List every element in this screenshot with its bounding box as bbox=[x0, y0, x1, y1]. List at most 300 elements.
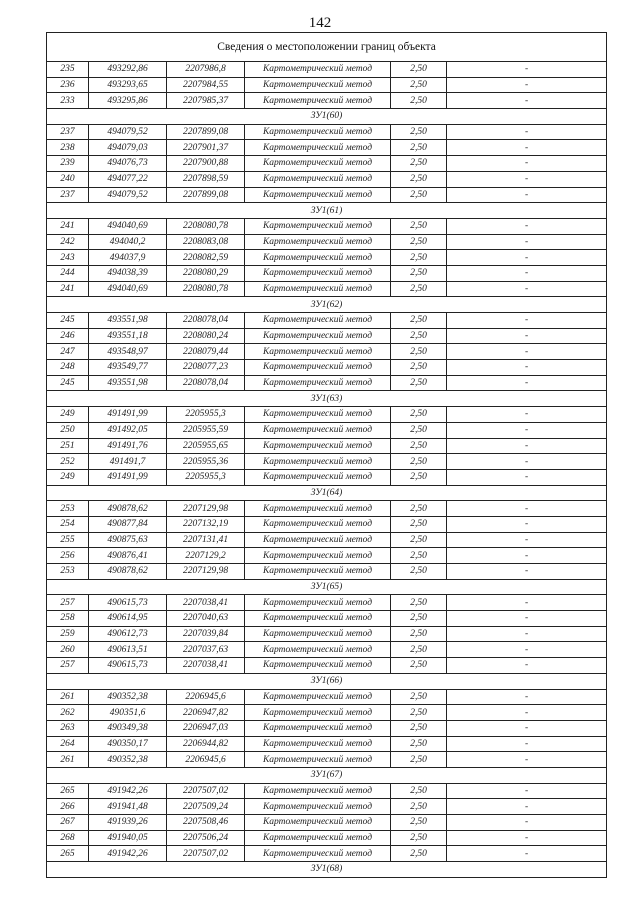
method-cell: Картометрический метод bbox=[245, 124, 391, 140]
y-coordinate-cell: 2205955,36 bbox=[167, 454, 245, 470]
y-coordinate-cell: 2208080,29 bbox=[167, 265, 245, 281]
accuracy-cell: 2,50 bbox=[391, 846, 447, 862]
y-coordinate-cell: 2208077,23 bbox=[167, 360, 245, 376]
note-cell: - bbox=[447, 830, 607, 846]
method-cell: Картометрический метод bbox=[245, 501, 391, 517]
point-number-cell: 261 bbox=[47, 689, 89, 705]
x-coordinate-cell: 493549,77 bbox=[89, 360, 167, 376]
x-coordinate-cell: 490350,17 bbox=[89, 736, 167, 752]
method-cell: Картометрический метод bbox=[245, 846, 391, 862]
accuracy-cell: 2,50 bbox=[391, 438, 447, 454]
point-number-cell: 233 bbox=[47, 93, 89, 109]
table-row bbox=[47, 171, 607, 187]
group-row bbox=[47, 579, 607, 595]
accuracy-cell: 2,50 bbox=[391, 187, 447, 203]
point-number-cell: 266 bbox=[47, 799, 89, 815]
table-row bbox=[47, 720, 607, 736]
x-coordinate-cell: 490877,84 bbox=[89, 516, 167, 532]
method-cell: Картометрический метод bbox=[245, 658, 391, 674]
accuracy-cell: 2,50 bbox=[391, 62, 447, 78]
accuracy-cell: 2,50 bbox=[391, 532, 447, 548]
table-row bbox=[47, 595, 607, 611]
table-row bbox=[47, 140, 607, 156]
method-cell: Картометрический метод bbox=[245, 595, 391, 611]
x-coordinate-cell: 493293,65 bbox=[89, 77, 167, 93]
method-cell: Картометрический метод bbox=[245, 313, 391, 329]
group-label: ЗУ1(64) bbox=[47, 485, 607, 501]
table-row bbox=[47, 360, 607, 376]
note-cell: - bbox=[447, 689, 607, 705]
accuracy-cell: 2,50 bbox=[391, 328, 447, 344]
group-row bbox=[47, 109, 607, 125]
method-cell: Картометрический метод bbox=[245, 564, 391, 580]
point-number-cell: 249 bbox=[47, 469, 89, 485]
table-row bbox=[47, 281, 607, 297]
y-coordinate-cell: 2208078,04 bbox=[167, 375, 245, 391]
accuracy-cell: 2,50 bbox=[391, 564, 447, 580]
accuracy-cell: 2,50 bbox=[391, 156, 447, 172]
x-coordinate-cell: 490615,73 bbox=[89, 595, 167, 611]
y-coordinate-cell: 2208079,44 bbox=[167, 344, 245, 360]
y-coordinate-cell: 2207038,41 bbox=[167, 595, 245, 611]
table-row bbox=[47, 407, 607, 423]
accuracy-cell: 2,50 bbox=[391, 611, 447, 627]
method-cell: Картометрический метод bbox=[245, 360, 391, 376]
x-coordinate-cell: 494079,52 bbox=[89, 124, 167, 140]
method-cell: Картометрический метод bbox=[245, 375, 391, 391]
x-coordinate-cell: 491491,99 bbox=[89, 469, 167, 485]
table-row bbox=[47, 564, 607, 580]
method-cell: Картометрический метод bbox=[245, 422, 391, 438]
note-cell: - bbox=[447, 595, 607, 611]
accuracy-cell: 2,50 bbox=[391, 720, 447, 736]
accuracy-cell: 2,50 bbox=[391, 705, 447, 721]
note-cell: - bbox=[447, 124, 607, 140]
note-cell: - bbox=[447, 815, 607, 831]
table-row bbox=[47, 705, 607, 721]
table-row bbox=[47, 422, 607, 438]
x-coordinate-cell: 494037,9 bbox=[89, 250, 167, 266]
accuracy-cell: 2,50 bbox=[391, 815, 447, 831]
table-row bbox=[47, 752, 607, 768]
x-coordinate-cell: 491942,26 bbox=[89, 783, 167, 799]
group-row bbox=[47, 203, 607, 219]
method-cell: Картометрический метод bbox=[245, 171, 391, 187]
point-number-cell: 255 bbox=[47, 532, 89, 548]
method-cell: Картометрический метод bbox=[245, 93, 391, 109]
y-coordinate-cell: 2205955,59 bbox=[167, 422, 245, 438]
table-row bbox=[47, 62, 607, 78]
group-label: ЗУ1(63) bbox=[47, 391, 607, 407]
note-cell: - bbox=[447, 250, 607, 266]
x-coordinate-cell: 491491,7 bbox=[89, 454, 167, 470]
y-coordinate-cell: 2206945,6 bbox=[167, 752, 245, 768]
method-cell: Картометрический метод bbox=[245, 77, 391, 93]
note-cell: - bbox=[447, 328, 607, 344]
accuracy-cell: 2,50 bbox=[391, 689, 447, 705]
point-number-cell: 245 bbox=[47, 375, 89, 391]
point-number-cell: 243 bbox=[47, 250, 89, 266]
x-coordinate-cell: 490613,51 bbox=[89, 642, 167, 658]
y-coordinate-cell: 2207037,63 bbox=[167, 642, 245, 658]
point-number-cell: 265 bbox=[47, 846, 89, 862]
table-header-row bbox=[47, 33, 607, 62]
table-row bbox=[47, 187, 607, 203]
y-coordinate-cell: 2207984,55 bbox=[167, 77, 245, 93]
y-coordinate-cell: 2206947,03 bbox=[167, 720, 245, 736]
point-number-cell: 253 bbox=[47, 564, 89, 580]
note-cell: - bbox=[447, 313, 607, 329]
group-label: ЗУ1(62) bbox=[47, 297, 607, 313]
table-row bbox=[47, 77, 607, 93]
table-row bbox=[47, 799, 607, 815]
point-number-cell: 249 bbox=[47, 407, 89, 423]
method-cell: Картометрический метод bbox=[245, 626, 391, 642]
point-number-cell: 257 bbox=[47, 658, 89, 674]
point-number-cell: 262 bbox=[47, 705, 89, 721]
method-cell: Картометрический метод bbox=[245, 611, 391, 627]
accuracy-cell: 2,50 bbox=[391, 516, 447, 532]
note-cell: - bbox=[447, 752, 607, 768]
accuracy-cell: 2,50 bbox=[391, 281, 447, 297]
point-number-cell: 247 bbox=[47, 344, 89, 360]
point-number-cell: 252 bbox=[47, 454, 89, 470]
note-cell: - bbox=[447, 548, 607, 564]
method-cell: Картометрический метод bbox=[245, 783, 391, 799]
note-cell: - bbox=[447, 360, 607, 376]
x-coordinate-cell: 494040,69 bbox=[89, 281, 167, 297]
table-row bbox=[47, 611, 607, 627]
y-coordinate-cell: 2207039,84 bbox=[167, 626, 245, 642]
method-cell: Картометрический метод bbox=[245, 642, 391, 658]
page-number: 142 bbox=[308, 15, 332, 31]
x-coordinate-cell: 491491,76 bbox=[89, 438, 167, 454]
point-number-cell: 241 bbox=[47, 281, 89, 297]
point-number-cell: 246 bbox=[47, 328, 89, 344]
boundary-table bbox=[46, 32, 607, 878]
accuracy-cell: 2,50 bbox=[391, 548, 447, 564]
y-coordinate-cell: 2207038,41 bbox=[167, 658, 245, 674]
group-row bbox=[47, 862, 607, 878]
y-coordinate-cell: 2207129,98 bbox=[167, 564, 245, 580]
note-cell: - bbox=[447, 187, 607, 203]
accuracy-cell: 2,50 bbox=[391, 658, 447, 674]
method-cell: Картометрический метод bbox=[245, 218, 391, 234]
table-row bbox=[47, 344, 607, 360]
x-coordinate-cell: 494040,2 bbox=[89, 234, 167, 250]
group-row bbox=[47, 391, 607, 407]
note-cell: - bbox=[447, 375, 607, 391]
x-coordinate-cell: 494040,69 bbox=[89, 218, 167, 234]
point-number-cell: 237 bbox=[47, 124, 89, 140]
x-coordinate-cell: 491940,05 bbox=[89, 830, 167, 846]
x-coordinate-cell: 493295,86 bbox=[89, 93, 167, 109]
table-row bbox=[47, 532, 607, 548]
point-number-cell: 239 bbox=[47, 156, 89, 172]
accuracy-cell: 2,50 bbox=[391, 736, 447, 752]
note-cell: - bbox=[447, 93, 607, 109]
method-cell: Картометрический метод bbox=[245, 752, 391, 768]
y-coordinate-cell: 2207900,88 bbox=[167, 156, 245, 172]
point-number-cell: 250 bbox=[47, 422, 89, 438]
point-number-cell: 256 bbox=[47, 548, 89, 564]
y-coordinate-cell: 2206944,82 bbox=[167, 736, 245, 752]
x-coordinate-cell: 491942,26 bbox=[89, 846, 167, 862]
group-label: ЗУ1(68) bbox=[47, 862, 607, 878]
note-cell: - bbox=[447, 516, 607, 532]
note-cell: - bbox=[447, 438, 607, 454]
method-cell: Картометрический метод bbox=[245, 140, 391, 156]
table-row bbox=[47, 250, 607, 266]
x-coordinate-cell: 494077,22 bbox=[89, 171, 167, 187]
method-cell: Картометрический метод bbox=[245, 234, 391, 250]
y-coordinate-cell: 2207901,37 bbox=[167, 140, 245, 156]
method-cell: Картометрический метод bbox=[245, 720, 391, 736]
y-coordinate-cell: 2205955,3 bbox=[167, 407, 245, 423]
table-row bbox=[47, 815, 607, 831]
boundary-table-container bbox=[46, 32, 606, 878]
note-cell: - bbox=[447, 265, 607, 281]
x-coordinate-cell: 494079,03 bbox=[89, 140, 167, 156]
x-coordinate-cell: 490349,38 bbox=[89, 720, 167, 736]
x-coordinate-cell: 493551,98 bbox=[89, 375, 167, 391]
group-label: ЗУ1(61) bbox=[47, 203, 607, 219]
accuracy-cell: 2,50 bbox=[391, 124, 447, 140]
x-coordinate-cell: 494076,73 bbox=[89, 156, 167, 172]
point-number-cell: 254 bbox=[47, 516, 89, 532]
accuracy-cell: 2,50 bbox=[391, 501, 447, 517]
method-cell: Картометрический метод bbox=[245, 799, 391, 815]
table-row bbox=[47, 438, 607, 454]
note-cell: - bbox=[447, 156, 607, 172]
note-cell: - bbox=[447, 799, 607, 815]
y-coordinate-cell: 2207129,98 bbox=[167, 501, 245, 517]
note-cell: - bbox=[447, 705, 607, 721]
point-number-cell: 240 bbox=[47, 171, 89, 187]
table-row bbox=[47, 313, 607, 329]
point-number-cell: 248 bbox=[47, 360, 89, 376]
y-coordinate-cell: 2207507,02 bbox=[167, 783, 245, 799]
point-number-cell: 259 bbox=[47, 626, 89, 642]
x-coordinate-cell: 490351,6 bbox=[89, 705, 167, 721]
accuracy-cell: 2,50 bbox=[391, 250, 447, 266]
group-label: ЗУ1(66) bbox=[47, 673, 607, 689]
accuracy-cell: 2,50 bbox=[391, 626, 447, 642]
table-row bbox=[47, 124, 607, 140]
note-cell: - bbox=[447, 736, 607, 752]
accuracy-cell: 2,50 bbox=[391, 234, 447, 250]
note-cell: - bbox=[447, 234, 607, 250]
table-row bbox=[47, 642, 607, 658]
x-coordinate-cell: 491492,05 bbox=[89, 422, 167, 438]
point-number-cell: 245 bbox=[47, 313, 89, 329]
point-number-cell: 237 bbox=[47, 187, 89, 203]
y-coordinate-cell: 2207129,2 bbox=[167, 548, 245, 564]
y-coordinate-cell: 2207985,37 bbox=[167, 93, 245, 109]
x-coordinate-cell: 490615,73 bbox=[89, 658, 167, 674]
table-title: Сведения о местоположении границ объекта bbox=[47, 33, 607, 62]
group-label: ЗУ1(65) bbox=[47, 579, 607, 595]
table-body bbox=[47, 33, 607, 878]
note-cell: - bbox=[447, 62, 607, 78]
y-coordinate-cell: 2207986,8 bbox=[167, 62, 245, 78]
note-cell: - bbox=[447, 532, 607, 548]
table-row bbox=[47, 375, 607, 391]
x-coordinate-cell: 490878,62 bbox=[89, 501, 167, 517]
method-cell: Картометрический метод bbox=[245, 736, 391, 752]
accuracy-cell: 2,50 bbox=[391, 360, 447, 376]
method-cell: Картометрический метод bbox=[245, 344, 391, 360]
table-row bbox=[47, 846, 607, 862]
note-cell: - bbox=[447, 281, 607, 297]
note-cell: - bbox=[447, 846, 607, 862]
note-cell: - bbox=[447, 218, 607, 234]
accuracy-cell: 2,50 bbox=[391, 375, 447, 391]
y-coordinate-cell: 2207131,41 bbox=[167, 532, 245, 548]
method-cell: Картометрический метод bbox=[245, 689, 391, 705]
method-cell: Картометрический метод bbox=[245, 281, 391, 297]
method-cell: Картометрический метод bbox=[245, 328, 391, 344]
y-coordinate-cell: 2208082,59 bbox=[167, 250, 245, 266]
accuracy-cell: 2,50 bbox=[391, 344, 447, 360]
method-cell: Картометрический метод bbox=[245, 62, 391, 78]
x-coordinate-cell: 490352,38 bbox=[89, 689, 167, 705]
x-coordinate-cell: 490878,62 bbox=[89, 564, 167, 580]
method-cell: Картометрический метод bbox=[245, 532, 391, 548]
note-cell: - bbox=[447, 454, 607, 470]
y-coordinate-cell: 2207899,08 bbox=[167, 187, 245, 203]
note-cell: - bbox=[447, 344, 607, 360]
point-number-cell: 268 bbox=[47, 830, 89, 846]
method-cell: Картометрический метод bbox=[245, 156, 391, 172]
note-cell: - bbox=[447, 422, 607, 438]
point-number-cell: 241 bbox=[47, 218, 89, 234]
group-row bbox=[47, 767, 607, 783]
point-number-cell: 242 bbox=[47, 234, 89, 250]
x-coordinate-cell: 491939,26 bbox=[89, 815, 167, 831]
point-number-cell: 235 bbox=[47, 62, 89, 78]
x-coordinate-cell: 493292,86 bbox=[89, 62, 167, 78]
x-coordinate-cell: 493551,18 bbox=[89, 328, 167, 344]
table-row bbox=[47, 626, 607, 642]
note-cell: - bbox=[447, 140, 607, 156]
y-coordinate-cell: 2207898,59 bbox=[167, 171, 245, 187]
x-coordinate-cell: 490352,38 bbox=[89, 752, 167, 768]
y-coordinate-cell: 2205955,65 bbox=[167, 438, 245, 454]
note-cell: - bbox=[447, 658, 607, 674]
y-coordinate-cell: 2208078,04 bbox=[167, 313, 245, 329]
y-coordinate-cell: 2206947,82 bbox=[167, 705, 245, 721]
table-row bbox=[47, 265, 607, 281]
point-number-cell: 238 bbox=[47, 140, 89, 156]
point-number-cell: 257 bbox=[47, 595, 89, 611]
method-cell: Картометрический метод bbox=[245, 454, 391, 470]
accuracy-cell: 2,50 bbox=[391, 830, 447, 846]
y-coordinate-cell: 2207506,24 bbox=[167, 830, 245, 846]
accuracy-cell: 2,50 bbox=[391, 454, 447, 470]
y-coordinate-cell: 2205955,3 bbox=[167, 469, 245, 485]
table-row bbox=[47, 234, 607, 250]
method-cell: Картометрический метод bbox=[245, 516, 391, 532]
table-row bbox=[47, 689, 607, 705]
y-coordinate-cell: 2208083,08 bbox=[167, 234, 245, 250]
table-row bbox=[47, 783, 607, 799]
note-cell: - bbox=[447, 564, 607, 580]
note-cell: - bbox=[447, 626, 607, 642]
method-cell: Картометрический метод bbox=[245, 265, 391, 281]
x-coordinate-cell: 490875,63 bbox=[89, 532, 167, 548]
x-coordinate-cell: 491941,48 bbox=[89, 799, 167, 815]
accuracy-cell: 2,50 bbox=[391, 752, 447, 768]
method-cell: Картометрический метод bbox=[245, 548, 391, 564]
accuracy-cell: 2,50 bbox=[391, 93, 447, 109]
group-row bbox=[47, 485, 607, 501]
method-cell: Картометрический метод bbox=[245, 187, 391, 203]
accuracy-cell: 2,50 bbox=[391, 642, 447, 658]
x-coordinate-cell: 491491,99 bbox=[89, 407, 167, 423]
accuracy-cell: 2,50 bbox=[391, 799, 447, 815]
group-row bbox=[47, 673, 607, 689]
accuracy-cell: 2,50 bbox=[391, 77, 447, 93]
table-row bbox=[47, 328, 607, 344]
method-cell: Картометрический метод bbox=[245, 250, 391, 266]
group-label: ЗУ1(60) bbox=[47, 109, 607, 125]
point-number-cell: 261 bbox=[47, 752, 89, 768]
note-cell: - bbox=[447, 720, 607, 736]
y-coordinate-cell: 2207507,02 bbox=[167, 846, 245, 862]
method-cell: Картометрический метод bbox=[245, 407, 391, 423]
point-number-cell: 267 bbox=[47, 815, 89, 831]
y-coordinate-cell: 2207509,24 bbox=[167, 799, 245, 815]
x-coordinate-cell: 494079,52 bbox=[89, 187, 167, 203]
point-number-cell: 253 bbox=[47, 501, 89, 517]
x-coordinate-cell: 490612,73 bbox=[89, 626, 167, 642]
table-row bbox=[47, 501, 607, 517]
y-coordinate-cell: 2208080,78 bbox=[167, 218, 245, 234]
table-row bbox=[47, 548, 607, 564]
note-cell: - bbox=[447, 501, 607, 517]
accuracy-cell: 2,50 bbox=[391, 783, 447, 799]
method-cell: Картометрический метод bbox=[245, 815, 391, 831]
table-row bbox=[47, 830, 607, 846]
x-coordinate-cell: 490876,41 bbox=[89, 548, 167, 564]
accuracy-cell: 2,50 bbox=[391, 171, 447, 187]
y-coordinate-cell: 2208080,24 bbox=[167, 328, 245, 344]
point-number-cell: 264 bbox=[47, 736, 89, 752]
note-cell: - bbox=[447, 611, 607, 627]
method-cell: Картометрический метод bbox=[245, 469, 391, 485]
method-cell: Картометрический метод bbox=[245, 438, 391, 454]
accuracy-cell: 2,50 bbox=[391, 469, 447, 485]
point-number-cell: 258 bbox=[47, 611, 89, 627]
table-row bbox=[47, 93, 607, 109]
table-row bbox=[47, 218, 607, 234]
y-coordinate-cell: 2207040,63 bbox=[167, 611, 245, 627]
accuracy-cell: 2,50 bbox=[391, 313, 447, 329]
y-coordinate-cell: 2208080,78 bbox=[167, 281, 245, 297]
table-row bbox=[47, 658, 607, 674]
x-coordinate-cell: 493548,97 bbox=[89, 344, 167, 360]
table-row bbox=[47, 516, 607, 532]
y-coordinate-cell: 2207508,46 bbox=[167, 815, 245, 831]
x-coordinate-cell: 493551,98 bbox=[89, 313, 167, 329]
table-row bbox=[47, 454, 607, 470]
y-coordinate-cell: 2207132,19 bbox=[167, 516, 245, 532]
method-cell: Картометрический метод bbox=[245, 705, 391, 721]
point-number-cell: 265 bbox=[47, 783, 89, 799]
note-cell: - bbox=[447, 783, 607, 799]
y-coordinate-cell: 2206945,6 bbox=[167, 689, 245, 705]
